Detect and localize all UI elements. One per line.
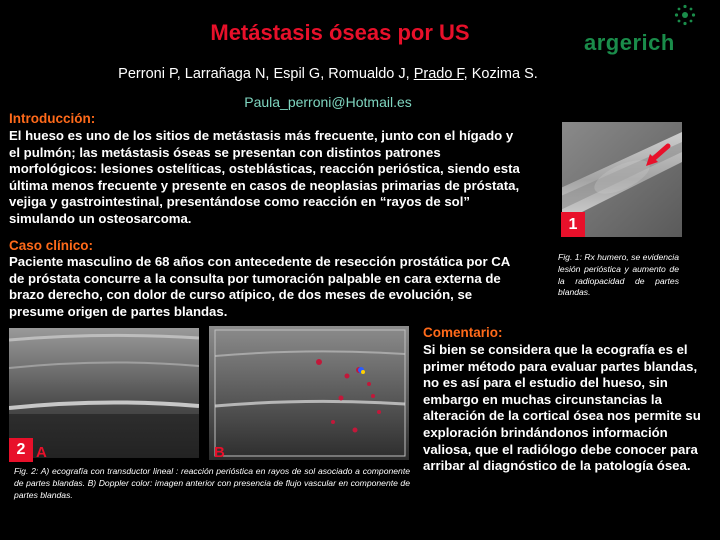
- hospital-logo: [584, 4, 714, 58]
- poster-title: Metástasis óseas por US: [210, 20, 470, 45]
- figure-2-label-a: A: [36, 444, 47, 461]
- intro-heading: Introducción:: [9, 111, 96, 126]
- red-arrow-icon: [642, 142, 672, 172]
- figure-2-caption: Fig. 2: A) ecografía con transductor lineal : reacción perióstica en rayos de sol asociado a componente de partes blandas. B) Doppler color: imagen anterior con presencia de flujo vascular en componente de partes blandas.: [14, 466, 410, 500]
- authors-before: Perroni P, Larrañaga N, Espil G, Romualdo J,: [118, 66, 414, 82]
- figure-1-caption: Fig. 1: Rx humero, se evidencia lesión perióstica y aumento de la radiopacidad de partes blandas.: [558, 252, 679, 298]
- ultrasound-image-a: [9, 328, 199, 458]
- hospital-logo-icon: [674, 4, 696, 26]
- case-text: Paciente masculino de 68 años con antecedente de resección prostática por CA de próstata concurre a la consulta por tumoración palpable en cara externa de brazo derecho, con dolor de curso atípico, de dos meses de evolución, se presume origen de partes blandas.: [9, 254, 510, 319]
- intro-text: El hueso es uno de los sitios de metástasis más frecuente, junto con el hígado y el pulmón; las metástasis óseas se presentan con distintos patrones morfológicos: lesiones ostelíticas, osteblásticas, reacción perióstica, siendo esta última menos frecuente y presente en casos de neoplasias primarias de próstata, vejiga y gastrointestinal, presentándose como reacción en “rayos de sol” simulando un osteosarcoma.: [9, 128, 520, 226]
- figure-2-badge: 2: [9, 438, 33, 462]
- authors-line: [0, 66, 656, 82]
- ultrasound-image-b: [209, 326, 409, 460]
- figure-2-label-b: B: [214, 444, 225, 461]
- ultrasound-b-drawing: [209, 326, 409, 460]
- comment-text: Si bien se considera que la ecografía es el primer método para evaluar partes blandas, no es así para el estudio del hueso, sin embargo en muchas circunstancias la alteración de la cortical ósea nos permite su exploración brindándonos información valiosa, que el radiólogo debe conocer para arribar al diagnóstico de la patología ósea.: [423, 342, 701, 474]
- ultrasound-a-drawing: [9, 328, 199, 458]
- contact-email: Paula_perroni@Hotmail.es: [244, 94, 412, 110]
- logo-text: argerich: [584, 30, 675, 55]
- authors-underlined: Prado F: [413, 66, 464, 82]
- case-heading: Caso clínico:: [9, 238, 94, 253]
- figure-1-badge: 1: [561, 212, 585, 237]
- authors-after: , Kozima S.: [463, 66, 538, 82]
- comment-heading: Comentario:: [423, 325, 503, 340]
